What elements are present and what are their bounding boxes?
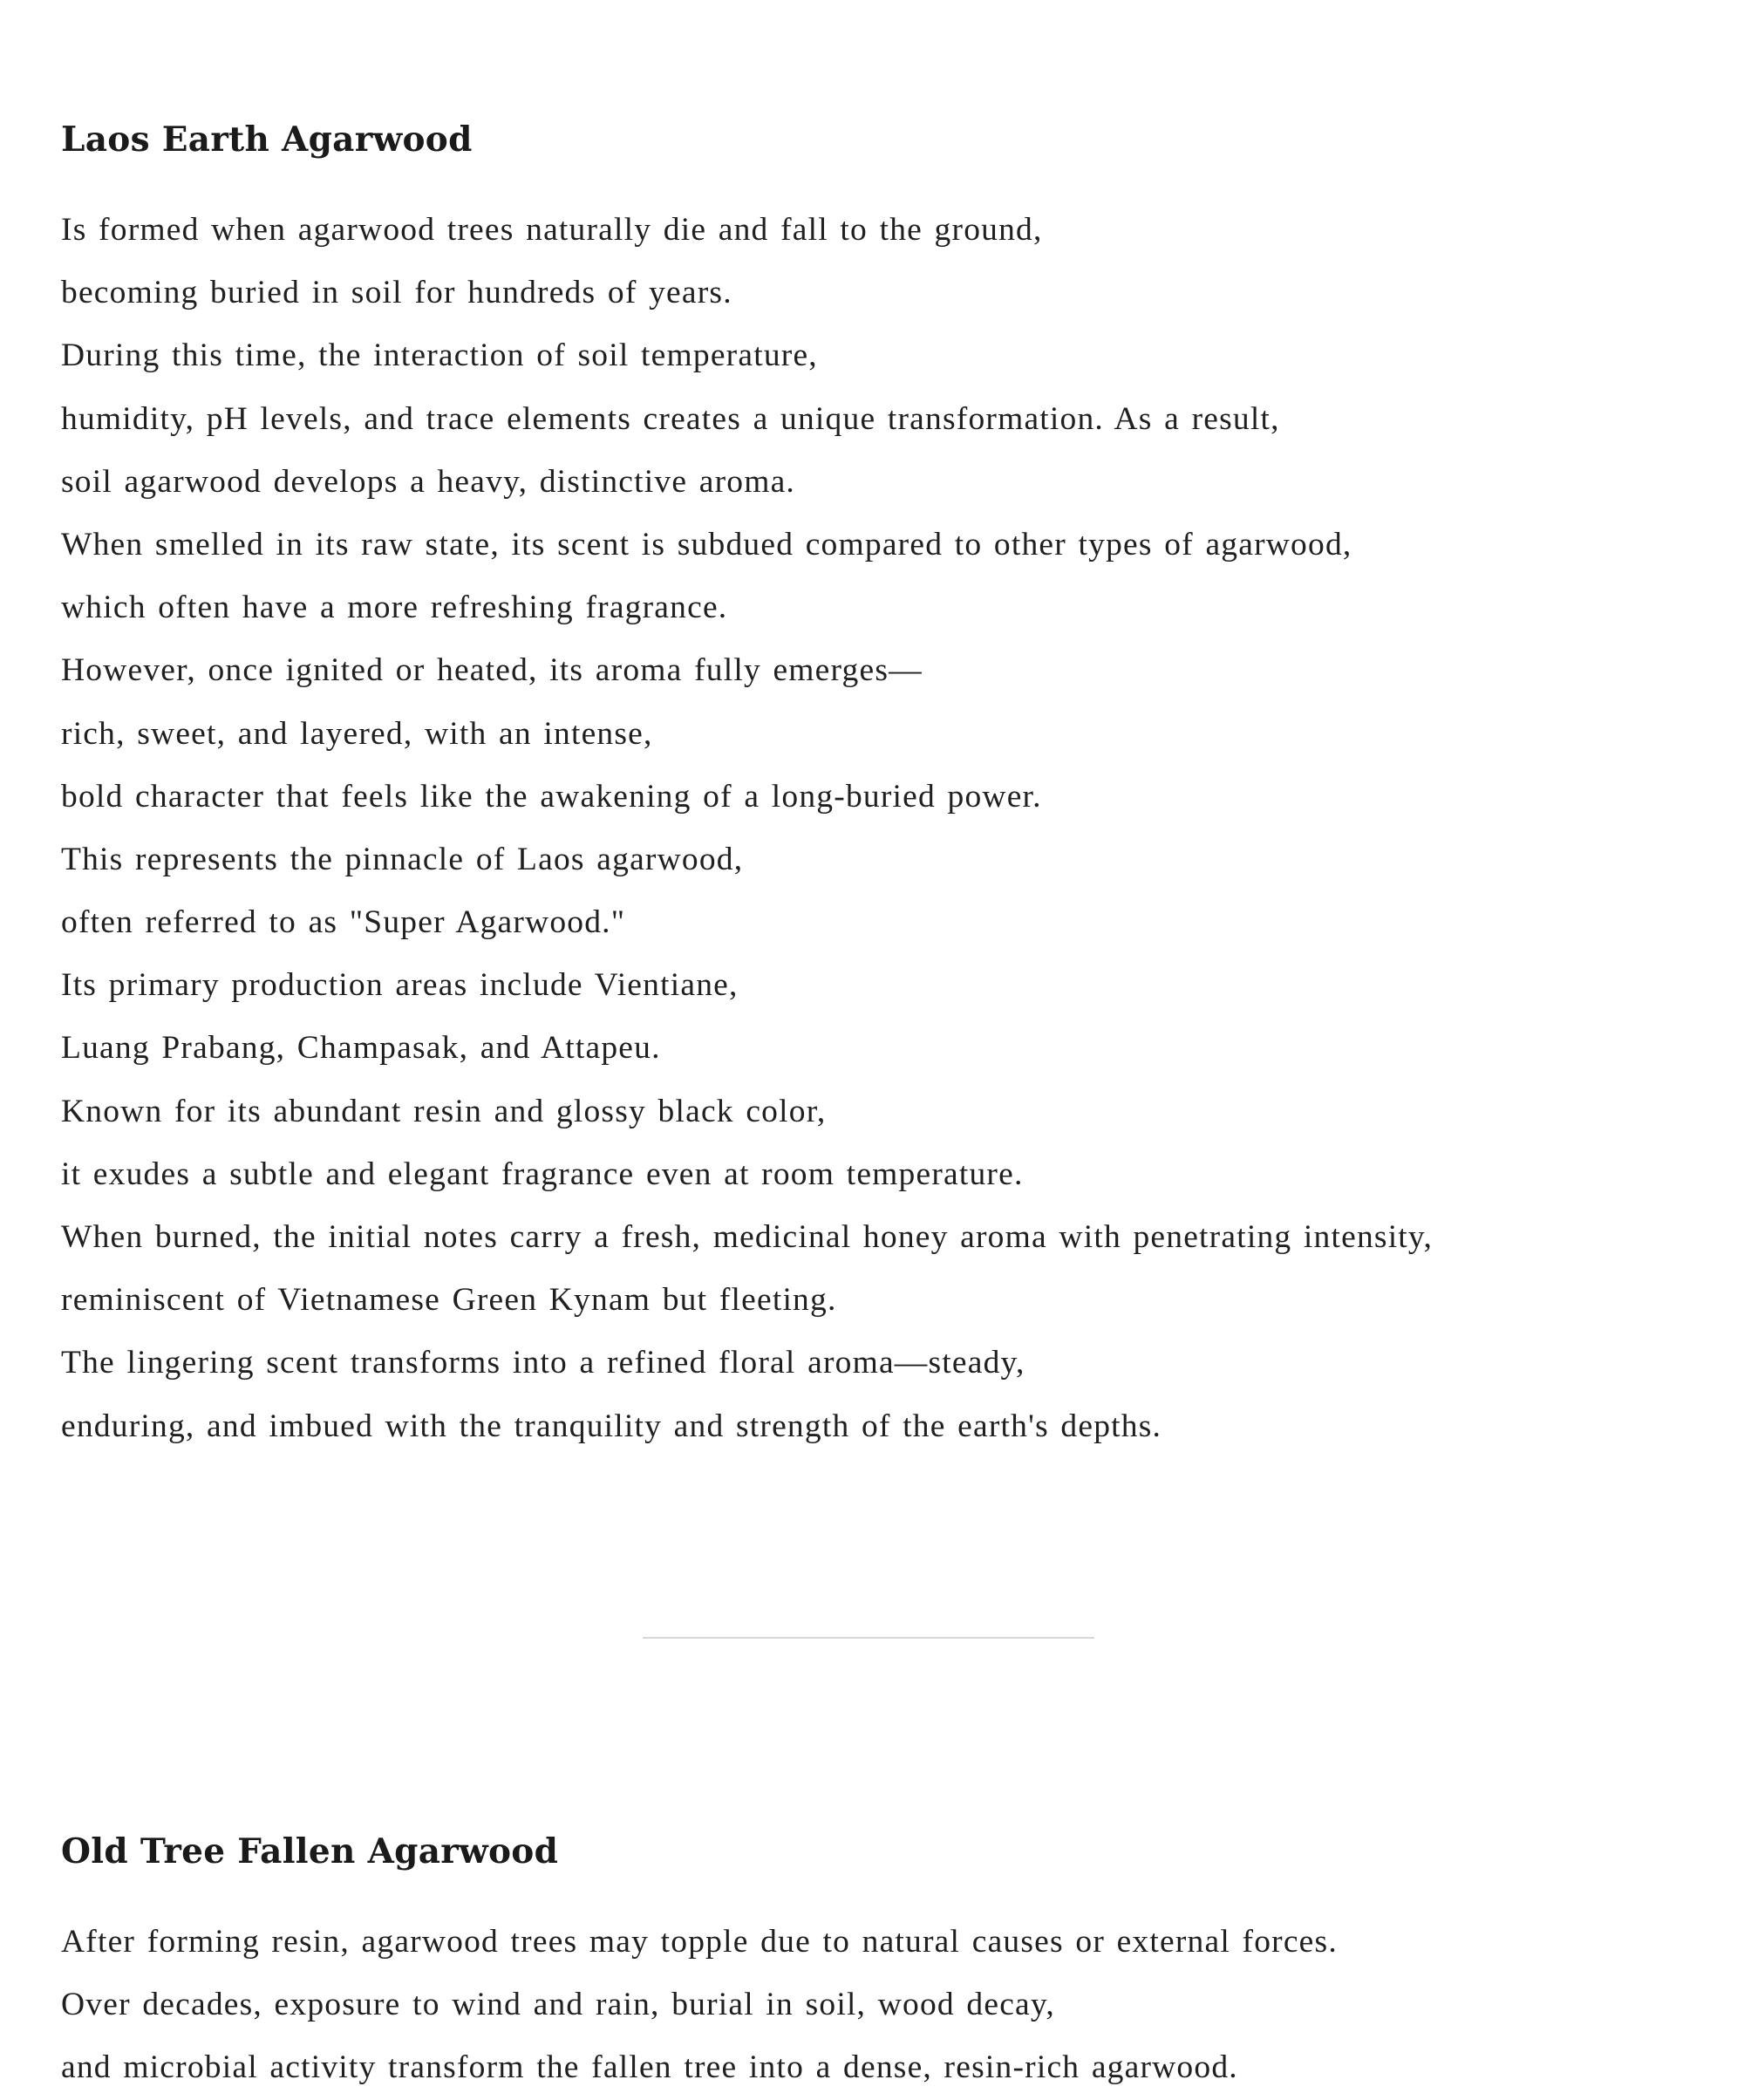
text-line: During this time, the interaction of soil temperature, [61, 338, 818, 374]
text-line: However, once ignited or heated, its aroma fully emerges— [61, 652, 923, 689]
text-line: After forming resin, agarwood trees may topple due to natural causes or external forces. [61, 1924, 1338, 1960]
section-title: Old Tree Fallen Agarwood [61, 1831, 559, 1872]
text-line: often referred to as "Super Agarwood." [61, 904, 626, 941]
section-title: Laos Earth Agarwood [61, 119, 473, 160]
text-line: humidity, pH levels, and trace elements creates a unique transformation. As a result, [61, 400, 1280, 437]
text-line: which often have a more refreshing fragrance. [61, 590, 728, 626]
section-body [61, 199, 1683, 1458]
text-line: Known for its abundant resin and glossy black color, [61, 1093, 827, 1129]
section-divider [643, 1637, 1094, 1639]
text-line: The lingering scent transforms into a refined floral aroma—steady, [61, 1345, 1025, 1381]
text-line: Over decades, exposure to wind and rain, burial in soil, wood decay, [61, 1987, 1055, 2023]
text-line: When smelled in its raw state, its scent is subdued compared to other types of agarwood, [61, 526, 1352, 562]
section-laos-earth-agarwood [61, 113, 1683, 1458]
text-line: Luang Prabang, Champasak, and Attapeu. [61, 1030, 661, 1067]
text-line: soil agarwood develops a heavy, distinctive aroma. [61, 463, 796, 500]
text-line: bold character that feels like the awakening of a long-buried power. [61, 778, 1042, 815]
text-line: Is formed when agarwood trees naturally die and fall to the ground, [61, 212, 1043, 248]
text-line: Its primary production areas include Vientiane, [61, 967, 739, 1004]
text-line: When burned, the initial notes carry a fresh, medicinal honey aroma with penetrating intensity, [61, 1219, 1434, 1255]
text-line: and microbial activity transform the fallen tree into a dense, resin-rich agarwood. [61, 2049, 1238, 2086]
text-line: rich, sweet, and layered, with an intense, [61, 715, 653, 752]
section-old-tree-fallen-agarwood [61, 1825, 1683, 2100]
text-line: enduring, and imbued with the tranquility and strength of the earth's depths. [61, 1408, 1162, 1444]
text-line: becoming buried in soil for hundreds of years. [61, 275, 732, 311]
text-line: reminiscent of Vietnamese Green Kynam but fleeting. [61, 1282, 837, 1319]
text-line: This represents the pinnacle of Laos agarwood, [61, 841, 744, 877]
section-body [61, 1911, 1683, 2100]
text-line: it exudes a subtle and elegant fragrance even at room temperature. [61, 1156, 1024, 1192]
